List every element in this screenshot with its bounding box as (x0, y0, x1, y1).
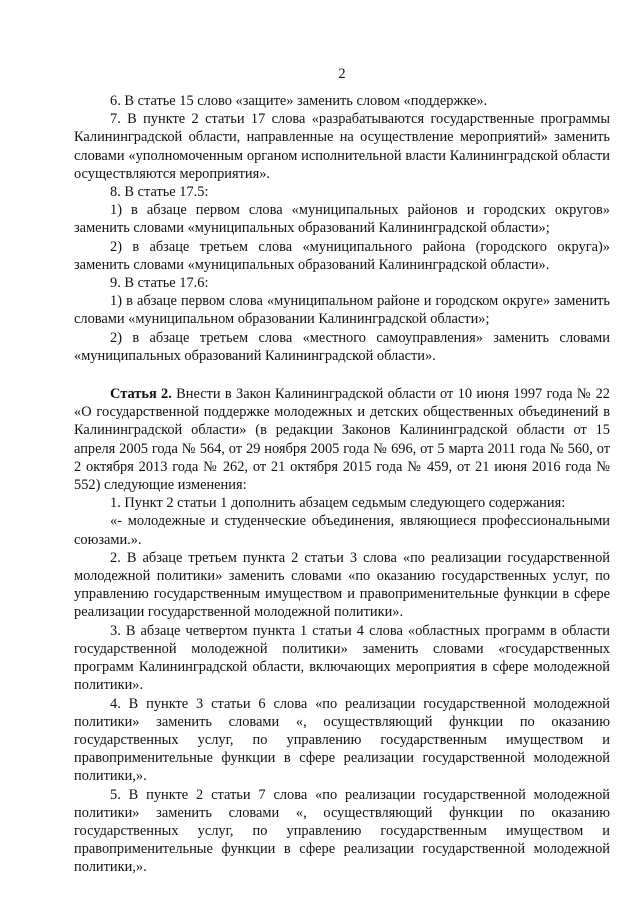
page-number: 2 (338, 66, 346, 82)
paragraph-8-2: 2) в абзаце третьем слова «муниципального района (городского округа)» заменить словами «муниципальных образований Калининградской области». (74, 238, 610, 273)
paragraph-7: 7. В пункте 2 статьи 17 слова «разрабатываются государственные программы Калининградской области, направленные на осуществление мероприятий» заменить словами «уполномоченным органом исполнительной власти Калининградской области осуществляются мероприятия». (74, 111, 610, 182)
paragraph-9-1: 1) в абзаце первом слова «муниципальном районе и городском округе» заменить словами «муниципальном образовании Калининградской области»; (74, 293, 610, 328)
item-1-quote: «- молодежные и студенческие объединения, являющиеся профессиональными союзами.». (74, 513, 610, 548)
paragraph-9: 9. В статье 17.6: (110, 275, 209, 292)
paragraph-9-2: 2) в абзаце третьем слова «местного самоуправления» заменить словами «муниципальных образований Калининградской области». (74, 329, 610, 364)
paragraph-6: 6. В статье 15 слово «защите» заменить словом «поддержке». (110, 93, 488, 109)
article-2-paragraph (74, 385, 610, 494)
item-4: 4. В пункте 3 статьи 6 слова «по реализации государственной молодежной политики» заменить словами «, осуществляющий функции по оказанию государственных услуг, по управлению государственным имуществом и правоприменительные функции в сфере реализации государственной молодежной политики,». (74, 695, 610, 785)
paragraph-8-1: 1) в абзаце первом слова «муниципальных районов и городских округов» заменить словами «муниципальных образований Калининградской области»; (74, 202, 610, 237)
item-5: 5. В пункте 2 статьи 7 слова «по реализации государственной молодежной политики» заменить словами «, осуществляющий функции по оказанию государственных услуг, по управлению государственным имуществом и правоприменительные функции в сфере реализации государственной молодежной политики,». (74, 786, 610, 876)
item-3: 3. В абзаце четвертом пункта 1 статьи 4 слова «областных программ в области государственной молодежной политики» заменить словами «государственных программ Калининградской области, включающих мероприятия в сфере молодежной политики». (74, 622, 610, 694)
document-page (74, 66, 610, 877)
paragraph-8: 8. В статье 17.5: (110, 184, 209, 201)
article-title: Статья 2. (110, 386, 172, 403)
section-gap (74, 365, 610, 385)
item-2: 2. В абзаце третьем пункта 2 статьи 3 слова «по реализации государственной молодежной политики» заменить словами «по оказанию государственных услуг, по управлению государственным имуществом и правоприменительные функции в сфере реализации государственной молодежной политики». (74, 549, 610, 621)
article-text: Внести в Закон Калининградской области от 10 июня 1997 года № 22 «О государственной поддержке молодежных и детских общественных объединений в Калининградской области» (в редакции Законов Калининградской области от 15 апреля 2005 года № 564, от 29 ноября 2005 года № 696, от 5 марта 2011 года № 560, от 2 октября 2013 года № 262, от 21 октября 2015 года № 459, от 21 июня 2016 года № 552) следующие изменения: (74, 386, 610, 494)
item-1: 1. Пункт 2 статьи 1 дополнить абзацем седьмым следующего содержания: (110, 495, 566, 512)
